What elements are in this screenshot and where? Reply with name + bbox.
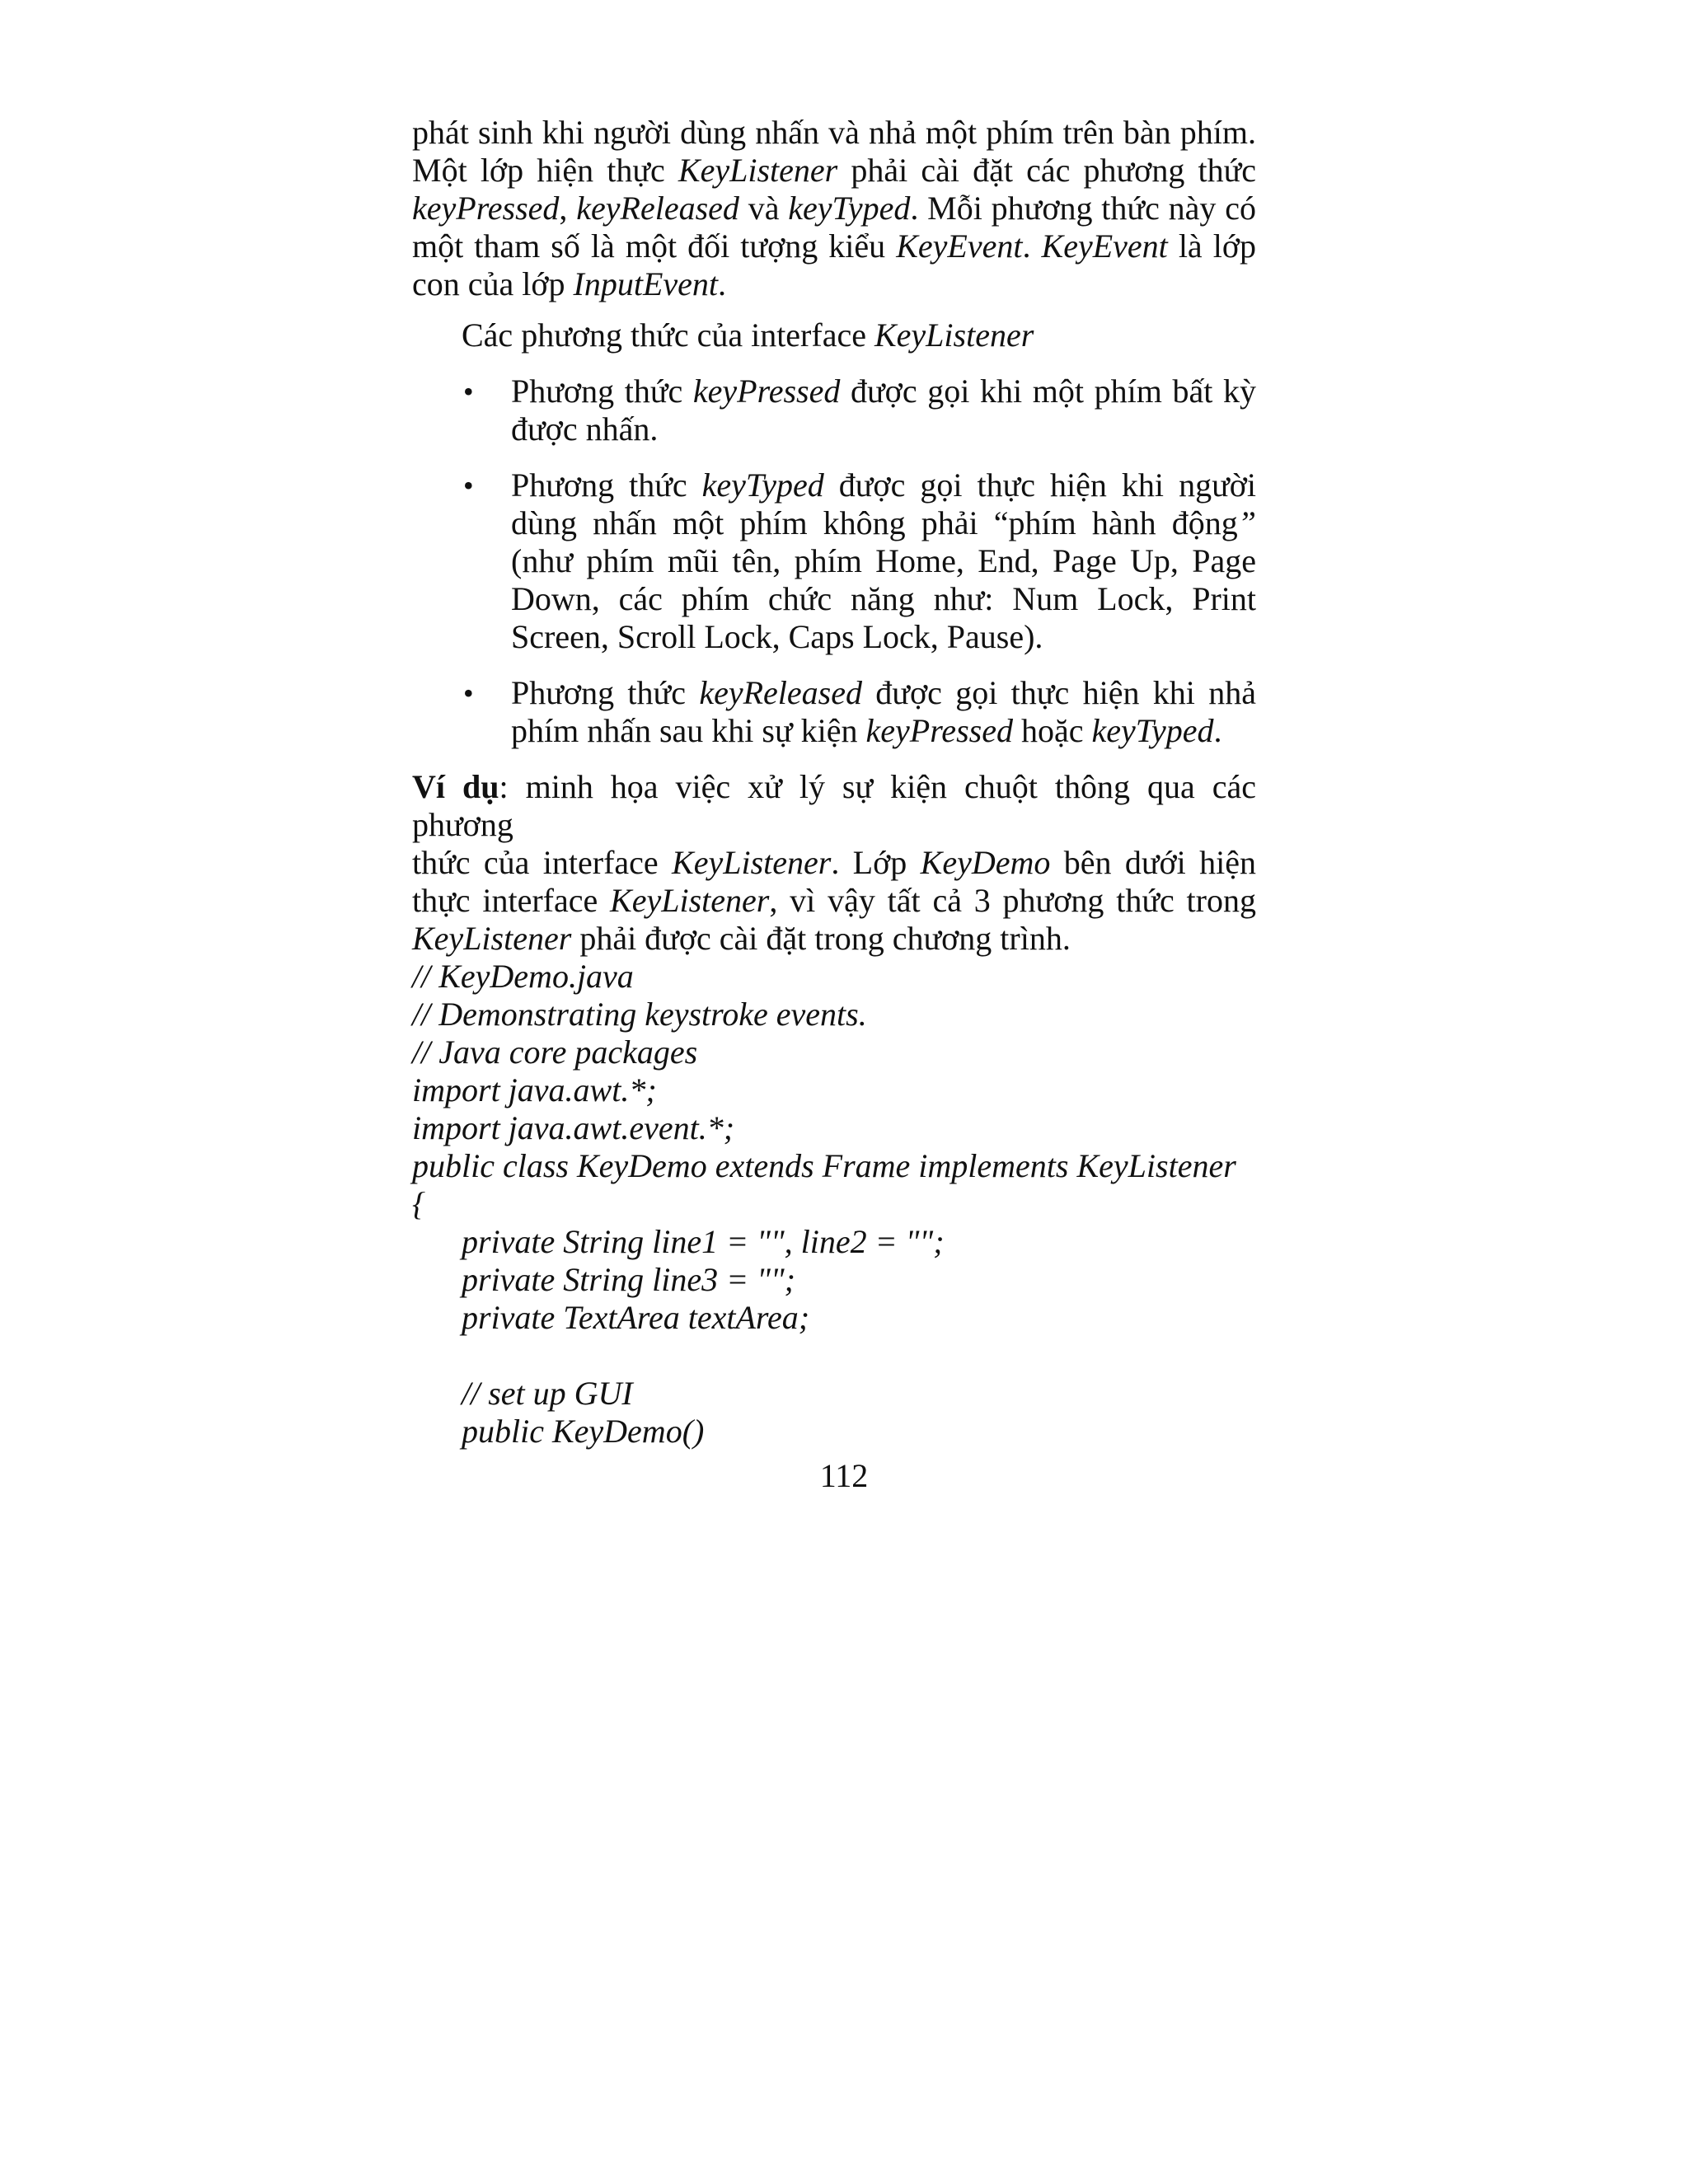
text-run: Screen, Scroll Lock, Caps Lock, Pause).	[511, 618, 1043, 655]
text-run: , vì vậy tất cả 3 phương thức trong	[769, 882, 1256, 919]
code-line: private String line1 = "", line2 = "";	[462, 1223, 945, 1260]
text-run: dùng nhấn một phím không phải “phím hành động	[511, 504, 1238, 541]
text-run: . Mỗi phương thức này có	[910, 190, 1256, 227]
bullet-dot-icon: •	[463, 375, 474, 408]
text-run: được gọi thực hiện khi nhả	[861, 674, 1256, 711]
code-line: // Java core packages	[412, 1033, 698, 1071]
italic-term: KeyListener	[672, 844, 832, 881]
text-run: phím nhấn sau khi sự kiện	[511, 712, 866, 749]
intro-line	[412, 190, 1256, 227]
italic-term: keyPressed	[692, 373, 841, 410]
bullet-text	[511, 373, 1256, 448]
text-run: .	[1213, 712, 1222, 749]
italic-term: KeyListener	[412, 920, 572, 957]
code-line: // Demonstrating keystroke events.	[412, 996, 867, 1033]
text-run: phát sinh khi người dùng nhấn và nhả một phím trên bàn phím.	[412, 114, 1256, 151]
text-run: một tham số là một đối tượng kiểu	[412, 227, 897, 265]
italic-term: keyPressed	[412, 190, 560, 227]
text-run: là lớp	[1167, 227, 1257, 265]
italic-term: KeyListener	[874, 316, 1034, 354]
text-run: : minh họa việc xử lý sự kiện chuột thông qua các phương	[412, 768, 1256, 843]
code-line: import java.awt.*;	[412, 1071, 657, 1108]
intro-line	[412, 265, 1256, 303]
methods-title	[462, 316, 1256, 354]
text-run: Down, các phím chức năng như: Num Lock, Print	[511, 580, 1256, 617]
bullet-line	[511, 466, 1256, 504]
text-run: thức của interface	[412, 844, 673, 881]
example-paragraph	[412, 768, 1256, 958]
bullet-line	[511, 618, 1256, 656]
text-run: phải được cài đặt trong chương trình.	[571, 920, 1071, 957]
bullet-line	[511, 373, 1256, 410]
italic-term: KeyEvent	[896, 227, 1023, 265]
italic-term: KeyEvent	[1041, 227, 1168, 265]
italic-term: keyTyped	[701, 466, 824, 504]
code-line: import java.awt.event.*;	[412, 1109, 735, 1146]
book-page	[412, 114, 1256, 1451]
code-line: // KeyDemo.java	[412, 958, 634, 995]
code-line: private TextArea textArea;	[462, 1299, 810, 1336]
text-run: phải cài đặt các phương thức	[837, 152, 1256, 189]
method-bullet-list	[412, 373, 1256, 750]
code-line: // set up GUI	[462, 1375, 633, 1412]
italic-term: keyPressed	[865, 712, 1013, 749]
text-run: (như phím mũi tên, phím Home, End, Page Up, Page	[511, 542, 1256, 579]
text-run: thực interface	[412, 882, 611, 919]
text-run: được gọi khi một phím bất kỳ	[840, 373, 1256, 410]
italic-term: KeyListener	[678, 152, 838, 189]
text-run: Các phương thức của interface	[462, 316, 874, 354]
intro-paragraph	[412, 114, 1256, 303]
method-bullet	[412, 373, 1256, 448]
example-line	[412, 768, 1256, 844]
italic-term: InputEvent	[573, 265, 719, 302]
page-number: 112	[819, 1457, 869, 1494]
code-line: private String line3 = "";	[462, 1261, 795, 1298]
bullet-line	[511, 542, 1256, 580]
method-bullet	[412, 674, 1256, 750]
text-run: Phương thức	[511, 466, 702, 504]
code-line	[412, 1337, 1256, 1375]
text-run: Phương thức	[511, 373, 693, 410]
italic-term: KeyListener	[610, 882, 770, 919]
example-line	[412, 920, 1256, 958]
code-line: public class KeyDemo extends Frame implements KeyListener	[412, 1147, 1236, 1184]
bold-label: Ví dụ	[412, 768, 499, 805]
bullet-dot-icon: •	[463, 677, 474, 710]
text-run: .	[718, 265, 727, 302]
text-run: . Lớp	[831, 844, 921, 881]
bullet-line	[511, 410, 1256, 448]
text-run: .	[1022, 227, 1042, 265]
example-line	[412, 882, 1256, 920]
intro-line	[412, 114, 1256, 152]
bullet-line	[511, 504, 1256, 542]
text-run: được gọi thực hiện khi người	[823, 466, 1257, 504]
code-listing	[412, 958, 1256, 1451]
text-run: ,	[559, 190, 577, 227]
bullet-line	[511, 580, 1256, 618]
italic-term: KeyDemo	[920, 844, 1051, 881]
bullet-line	[511, 712, 1256, 750]
bullet-text	[511, 466, 1256, 656]
text-run: hoặc	[1012, 712, 1092, 749]
text-run: được nhấn.	[511, 410, 659, 448]
code-line: public KeyDemo()	[462, 1413, 705, 1450]
text-run: Một lớp hiện thực	[412, 152, 678, 189]
intro-line	[412, 152, 1256, 190]
bullet-line	[511, 674, 1256, 712]
text-run: Phương thức	[511, 674, 700, 711]
text-run: bên dưới hiện	[1050, 844, 1256, 881]
italic-term: ”	[1237, 504, 1256, 541]
text-run: và	[738, 190, 789, 227]
italic-term: keyTyped	[1091, 712, 1214, 749]
method-bullet	[412, 466, 1256, 656]
italic-term: keyReleased	[699, 674, 862, 711]
bullet-text	[511, 674, 1256, 750]
italic-term: keyReleased	[576, 190, 739, 227]
bullet-dot-icon: •	[463, 469, 474, 502]
italic-term: keyTyped	[788, 190, 911, 227]
code-line: {	[412, 1185, 425, 1222]
intro-line	[412, 227, 1256, 265]
example-line	[412, 844, 1256, 882]
text-run: con của lớp	[412, 265, 574, 302]
